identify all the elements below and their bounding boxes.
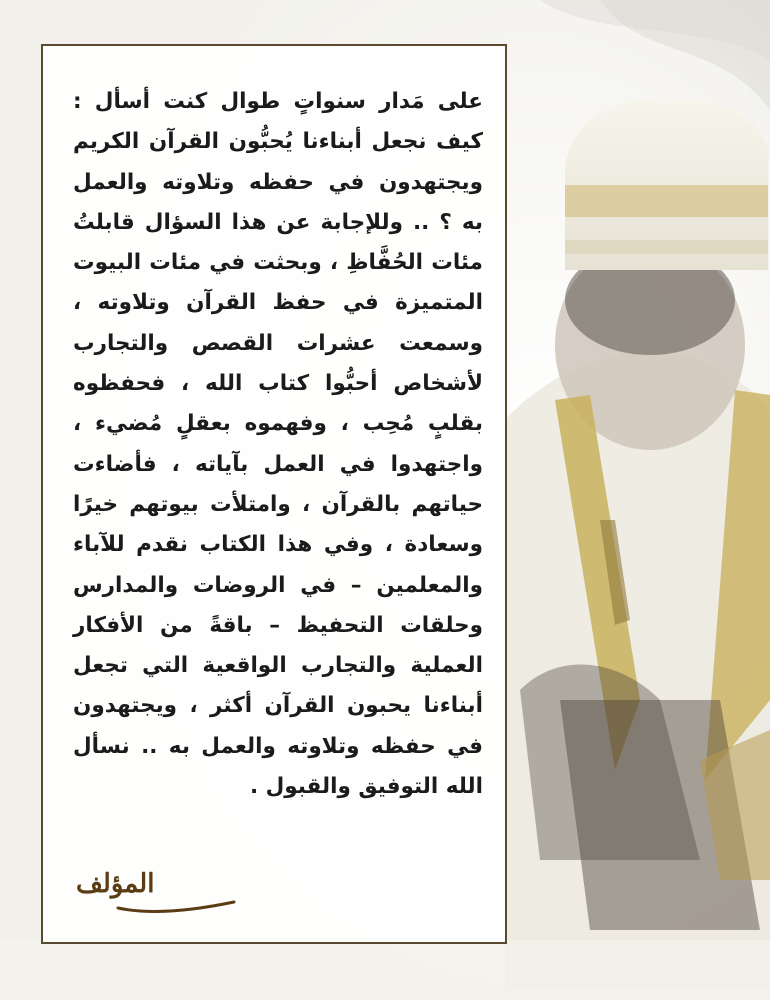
signature-flourish <box>116 878 236 918</box>
intro-text-panel <box>41 44 507 944</box>
intro-paragraph: على مَدار سنواتٍ طوال كنت أسأل : كيف نجعل أبناءنا يُحبُّون القرآن الكريم ويجتهدون في حفظه وتلاوته والعمل به ؟ .. وللإجابة عن هذا السؤال قابلتُ مئات الحُفَّاظِ ، وبحثت في مئات البيوت المتميزة في حفظ القرآن وتلاوته ، وسمعت عشرات القصص والتجارب لأشخاص أحبُّوا كتاب الله ، فحفظوه بقلبٍ مُحِب ، وفهموه بعقلٍ مُضيء ، واجتهدوا في العمل بآياته ، فأضاءت حياتهم بالقرآن ، وامتلأت بيوتهم خيرًا وسعادة ، وفي هذا الكتاب نقدم للآباء والمعلمين – في الروضات والمدارس وحلقات التحفيظ – باقةً من الأفكار العملية والتجارب الواقعية التي تجعل أبناءنا يحبون القرآن أكثر ، ويجتهدون في حفظه وتلاوته والعمل به .. نسأل الله التوفيق والقبول . <box>73 89 483 800</box>
author-signature: المؤلف <box>76 869 155 899</box>
